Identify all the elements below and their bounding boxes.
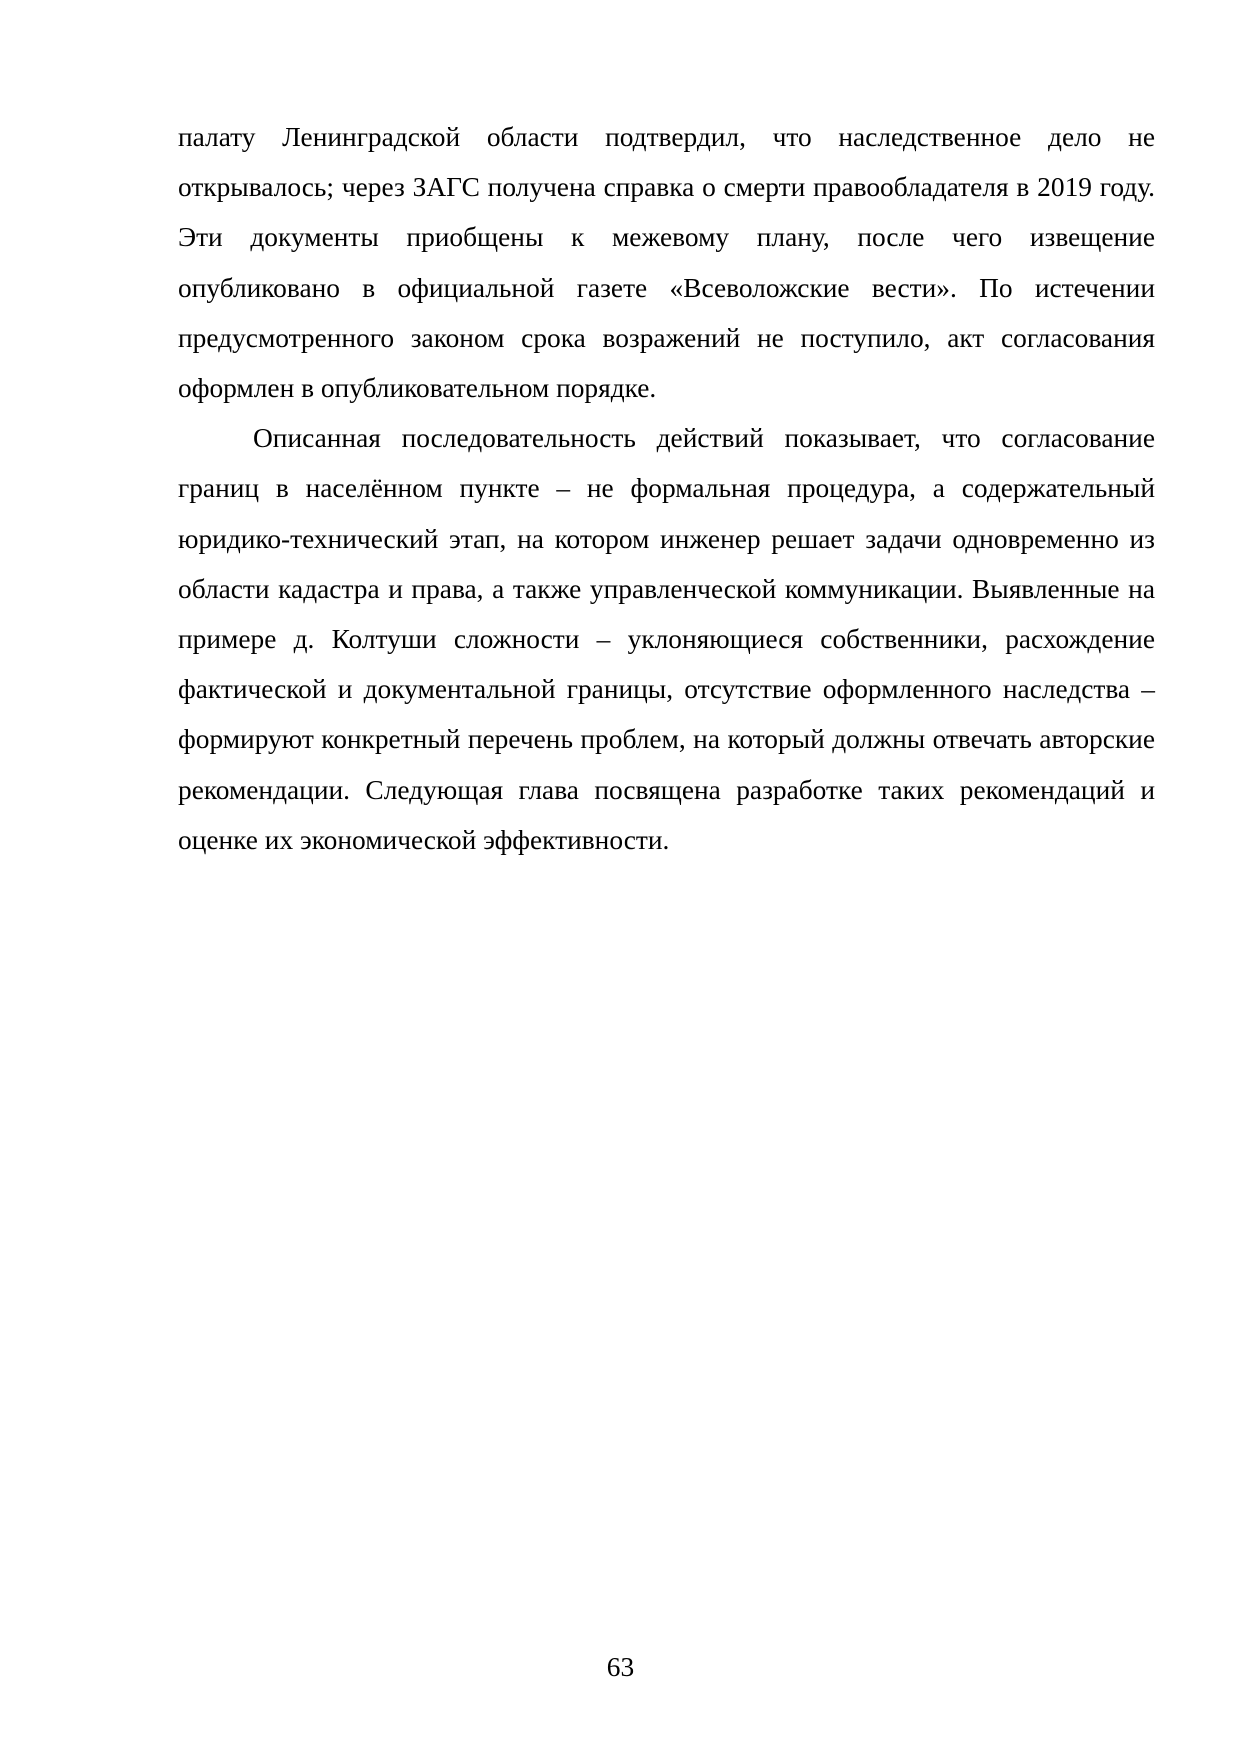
page-number: 63: [606, 1652, 635, 1682]
paragraph-continuation: палату Ленинградской области подтвердил, что наследственное дело не открывалось; через ЗАГС получена справка о смерти правообладателя в 2019 году. Эти документы приобщены к межевому плану, после чего извещение опубликовано в официальной газете «Всеволожские вести». По истечении предусмотренного законом срока возражений не поступило, акт согласования оформлен в опубликовательном порядке.: [178, 122, 1155, 404]
body-text: [178, 112, 1155, 865]
paragraph-conclusion: Описанная последовательность действий показывает, что согласование границ в населённом пункте – не формальная процедура, а содержательный юридико-технический этап, на котором инженер решает задачи одновременно из области кадастра и права, а также управленческой коммуникации. Выявленные на примере д. Колтуши сложности – уклоняющиеся собственники, расхождение фактической и документальной границы, отсутствие оформленного наследства – формируют конкретный перечень проблем, на который должны отвечать авторские рекомендации. Следующая глава посвящена разработке таких рекомендаций и оценке их экономической эффективности.: [178, 423, 1155, 855]
